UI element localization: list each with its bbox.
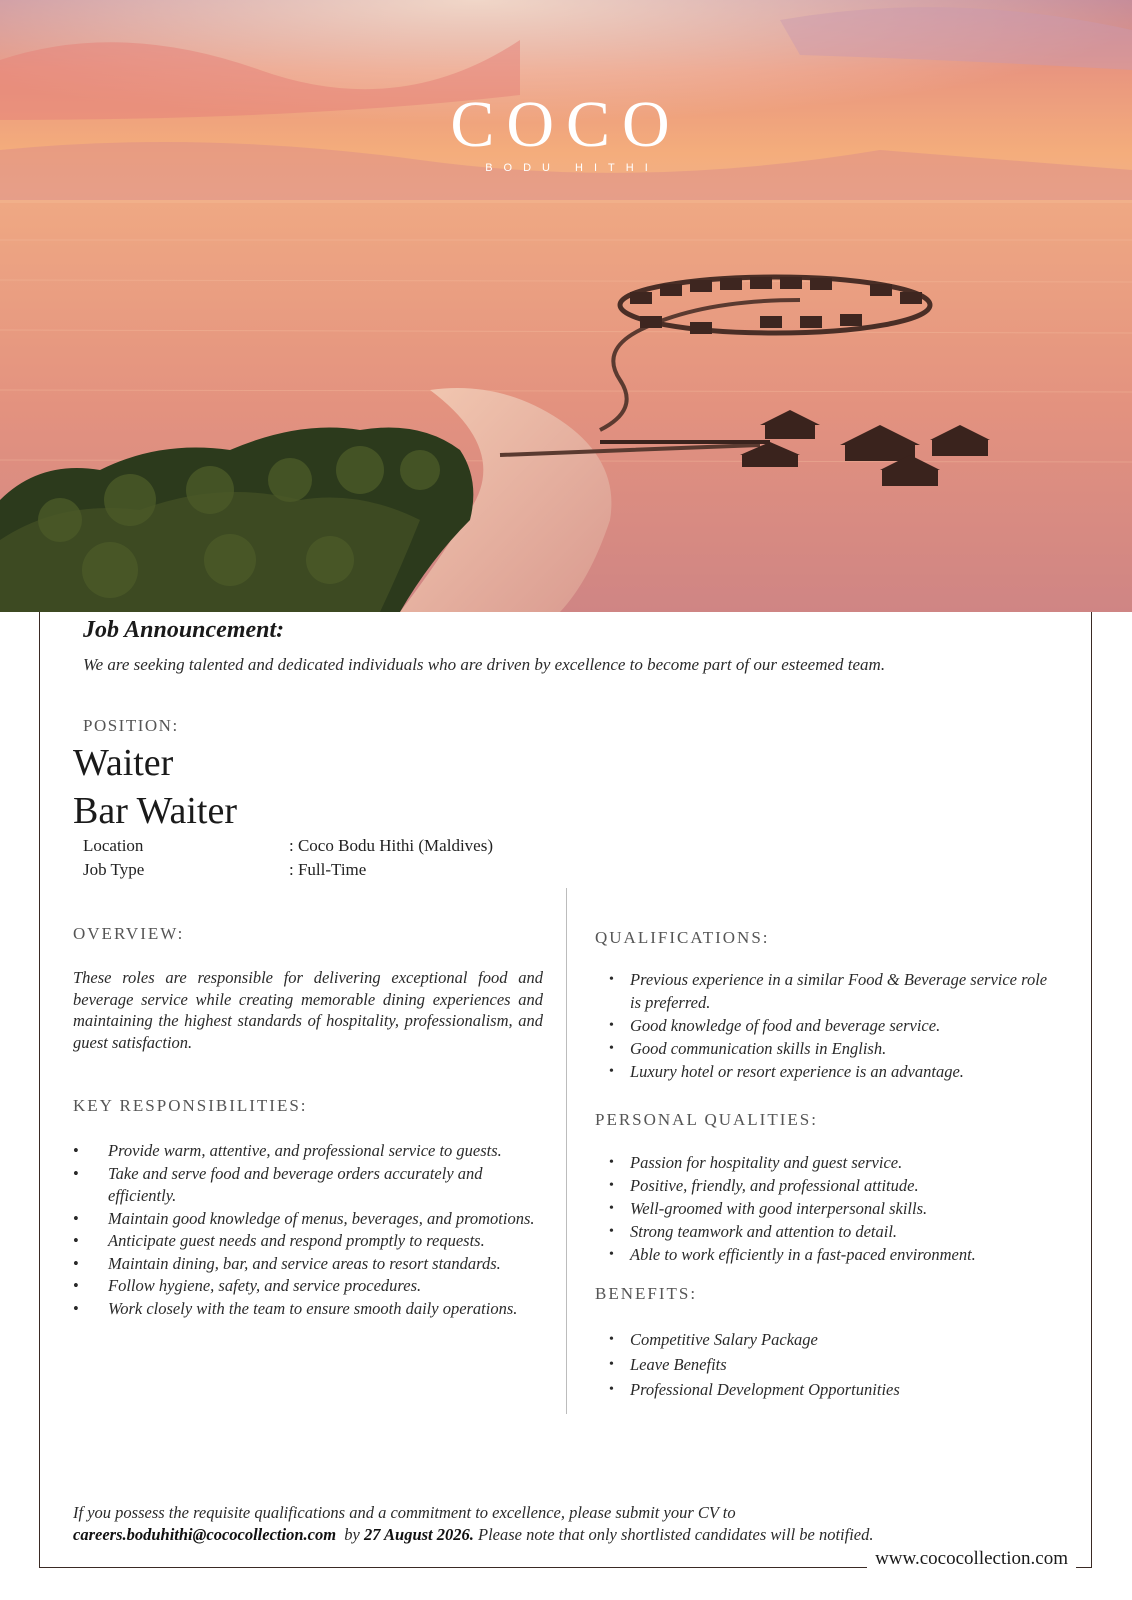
apply-note: Please note that only shortlisted candidates will be notified. <box>478 1525 874 1544</box>
detail-row-job-type <box>83 860 366 880</box>
benefits-list <box>609 1327 1049 1402</box>
hero-image <box>0 0 1132 612</box>
list-item: • Maintain dining, bar, and service areas to resort standards. <box>73 1253 501 1273</box>
list-item: • Anticipate guest needs and respond promptly to requests. <box>73 1231 485 1250</box>
list-item: • Strong teamwork and attention to detail. <box>609 1222 898 1241</box>
apply-by: by <box>344 1525 360 1544</box>
list-item: • Well-groomed with good interpersonal skills. <box>609 1199 928 1218</box>
list-item: • Good knowledge of food and beverage service. <box>609 1016 941 1035</box>
detail-key: Job Type <box>83 860 145 879</box>
list-item: • Provide warm, attentive, and professional service to guests. <box>73 1141 502 1160</box>
apply-deadline: 27 August 2026. <box>364 1525 474 1544</box>
announcement-text: We are seeking talented and dedicated individuals who are driven by excellence to become part of our esteemed team. <box>83 655 886 674</box>
list-item: • Follow hygiene, safety, and service procedures. <box>73 1276 422 1295</box>
responsibilities-list <box>73 1140 543 1320</box>
responsibilities-heading: KEY RESPONSIBILITIES: <box>73 1096 308 1115</box>
list-item: • Take and serve food and beverage orders accurately and efficiently. <box>73 1163 483 1205</box>
list-item: • Previous experience in a similar Food & Beverage service role is preferred. <box>609 970 1048 1012</box>
list-item: • Leave Benefits <box>609 1355 727 1374</box>
list-item: • Competitive Salary Package <box>609 1330 818 1349</box>
qualifications-list <box>609 968 1049 1083</box>
list-item: • Good communication skills in English. <box>609 1039 887 1058</box>
detail-key: Location <box>83 836 144 855</box>
position-label: POSITION: <box>83 716 179 735</box>
apply-line: If you possess the requisite qualifications and a commitment to excellence, please submit your CV to <box>73 1503 736 1522</box>
column-divider <box>566 888 567 1414</box>
qualifications-heading: QUALIFICATIONS: <box>595 928 770 947</box>
apply-email[interactable]: careers.boduhithi@cococollection.com <box>73 1525 337 1544</box>
website-link[interactable]: www.cococollection.com <box>867 1548 1076 1570</box>
list-item: • Positive, friendly, and professional attitude. <box>609 1176 919 1195</box>
brand-logo <box>0 88 1132 174</box>
logo-wordmark: COCO <box>450 88 682 161</box>
list-item: • Professional Development Opportunities <box>609 1380 900 1399</box>
position-title-bar-waiter: Bar Waiter <box>73 790 238 832</box>
personal-qualities-list <box>609 1151 1049 1266</box>
personal-qualities-heading: PERSONAL QUALITIES: <box>595 1110 818 1129</box>
overview-text: These roles are responsible for delivering exceptional food and beverage service while creating memorable dining experiences and maintaining the highest standards of hospitality, professionalism, and guest satisfaction. <box>73 968 543 1052</box>
detail-row-location <box>83 836 493 856</box>
list-item: • Maintain good knowledge of menus, beverages, and promotions. <box>73 1208 535 1228</box>
position-title-waiter: Waiter <box>73 742 174 784</box>
logo-subtitle: BODU HITHI <box>485 162 659 174</box>
apply-instructions <box>73 1502 1073 1546</box>
list-item: • Luxury hotel or resort experience is an advantage. <box>609 1062 964 1081</box>
list-item: • Able to work efficiently in a fast-paced environment. <box>609 1245 976 1264</box>
benefits-heading: BENEFITS: <box>595 1284 698 1303</box>
overview-heading: OVERVIEW: <box>73 924 185 943</box>
list-item: • Passion for hospitality and guest service. <box>609 1153 903 1172</box>
announcement-title: Job Announcement: <box>83 617 285 643</box>
detail-value: : Full-Time <box>289 860 367 879</box>
detail-value: : Coco Bodu Hithi (Maldives) <box>289 836 493 855</box>
list-item: • Work closely with the team to ensure smooth daily operations. <box>73 1298 518 1318</box>
